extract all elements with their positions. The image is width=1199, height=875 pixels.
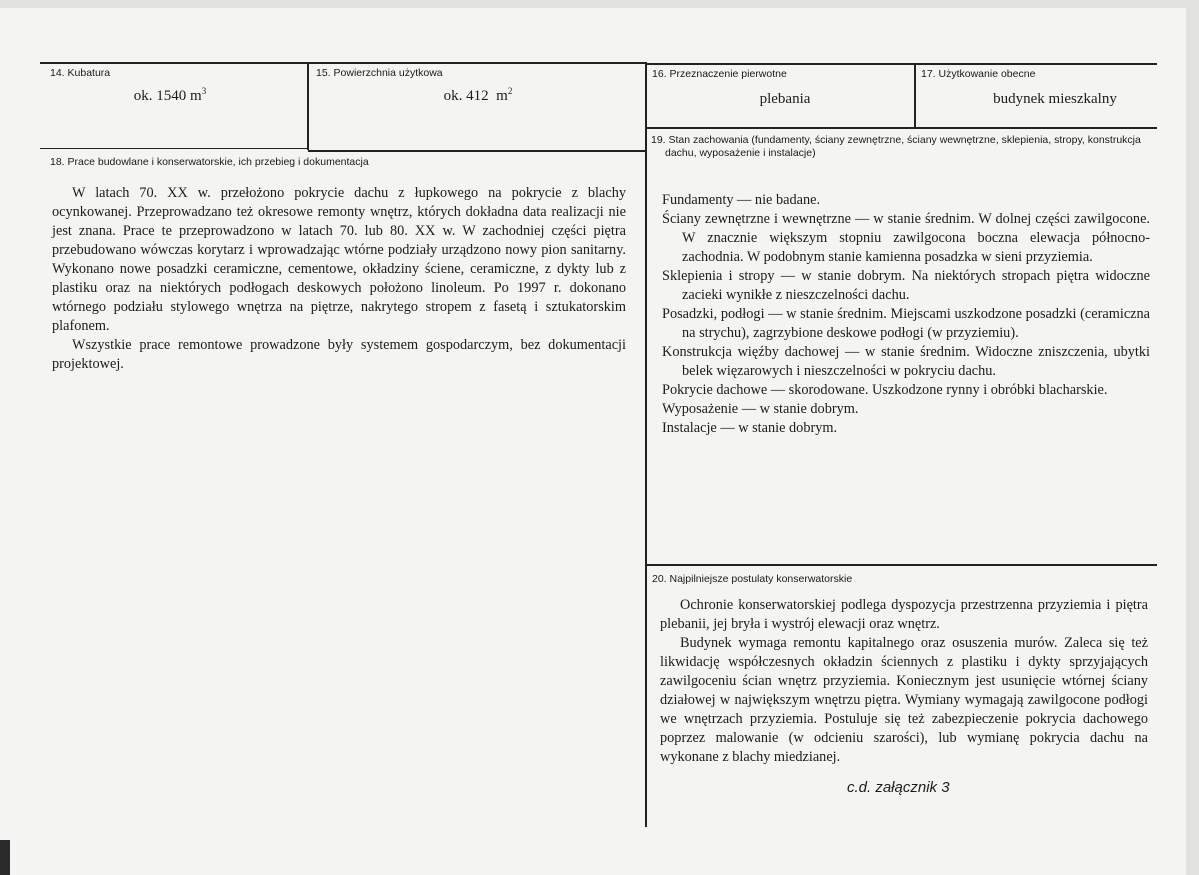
scan-edge-right <box>1186 0 1199 875</box>
divider-14-15 <box>307 62 309 150</box>
field-17-label: 17. Użytkowanie obecne <box>921 68 1036 80</box>
field-14-label: 14. Kubatura <box>50 67 111 79</box>
field-18-paragraph-2: Wszystkie prace remontowe prowadzone były systemem gospodarczym, bez dokumentacji projektowej. <box>52 337 626 372</box>
rule-top-right <box>647 63 1157 65</box>
field-19-text <box>662 191 1150 438</box>
field-17-value: budynek mieszkalny <box>993 91 1117 107</box>
divider-main <box>645 62 647 827</box>
rule-above-18 <box>308 150 647 152</box>
field-19-label: 19. Stan zachowania (fundamenty, ściany zewnętrzne, ściany wewnętrzne, sklepienia, stropy, konstrukcja dachu, wyposażenie i instalacje) <box>651 134 1141 159</box>
field-14-value: ok. 1540 $m^3$ <box>133 86 207 104</box>
field-15-sup: 2 <box>507 86 513 96</box>
field-15-label: 15. Powierzchnia użytkowa <box>316 67 443 79</box>
field-19-item-7: Wyposażenie — w stanie dobrym. <box>662 401 859 417</box>
field-20-paragraph-2: Budynek wymaga remontu kapitalnego oraz osuszenia murów. Zaleca się też likwidację współczesnych okładzin ściennych z plastiku i dykty sprzyjających zawilgoceniu ścian wnętrz przyziemia. Koniecznym jest usunięcie wtórnej ściany działowej w największym wnętrzu piętra. Wymiany wymagają zawilgocone podłogi we wnętrzach przyziemia. Postuluje się też zabezpieczenie pokrycia dachowego poprzez malowanie (w odcieniu szarości), lub wymianę pokrycia dachu na wykonane z blachy miedzianej. <box>660 635 1148 765</box>
field-15-value: ok. 412 $m^2$ <box>443 86 513 104</box>
field-19-item-3: Sklepienia i stropy — w stanie dobrym. Na niektórych stropach piętra widoczne zacieki wynikłe z nieszczelności dachu. <box>662 268 1150 303</box>
field-19-item-4: Posadzki, podłogi — w stanie średnim. Miejscami uszkodzone posadzki (ceramiczna na strychu), zagrzybione deskowe podłogi (w przyziemiu). <box>662 306 1150 341</box>
field-19-item-5: Konstrukcja więźby dachowej — w stanie średnim. Widoczne zniszczenia, ubytki belek więzarowych i nieszczelności w pokryciu dachu. <box>662 344 1150 379</box>
field-18-label: 18. Prace budowlane i konserwatorskie, ich przebieg i dokumentacja <box>50 156 369 168</box>
scan-shadow-left <box>0 840 10 875</box>
field-18-paragraph-1: W latach 70. XX w. przełożono pokrycie dachu z łupkowego na pokrycie z blachy ocynkowanej. Przeprowadzano też okresowe remonty wnętrz, których dokładna data realizacji nie jest znana. Prace te przeprowadzono w latach 70. lub 80. XX w. W zachodniej części piętra przebudowano wówczas korytarz i wprowadzając wtórne podziały urządzono nowy pion sanitarny. Wykonano nowe posadzki ceramiczne, cementowe, okładziny ściene, ceramiczne, z dykty lub z plastiku oraz na niektórych podłogach deskowych położono linoleum. Po 1997 r. dokonano wtórnego podziału stylowego wnętrza na piętrze, nakrytego stropem z fasetą i sztukatorskim plafonem. <box>52 185 626 334</box>
field-19-item-8: Instalacje — w stanie dobrym. <box>662 420 838 436</box>
footer-note: c.d. załącznik 3 <box>847 779 950 796</box>
rule-top-left <box>40 62 647 64</box>
field-19-item-2: Ściany zewnętrzne i wewnętrzne — w stanie średnim. W dolnej części zawilgocone. W znacznie większym stopniu zawilgocona boczna elewacja północno-zachodnia. W podobnym stanie kamienna posadzka w sieni przyziemia. <box>662 211 1150 265</box>
rule-above-20 <box>647 564 1157 566</box>
field-14-sup: 3 <box>201 86 207 96</box>
field-19-item-1: Fundamenty — nie badane. <box>662 192 821 208</box>
field-18-text <box>52 184 626 374</box>
field-20-text <box>660 596 1148 767</box>
field-19-item-6: Pokrycie dachowe — skorodowane. Uszkodzone rynny i obróbki blacharskie. <box>662 382 1108 398</box>
rule-under-16-17 <box>647 127 1157 129</box>
rule-above-18-left <box>40 148 308 149</box>
divider-16-17 <box>914 63 916 127</box>
field-20-label: 20. Najpilniejsze postulaty konserwatorskie <box>652 573 853 585</box>
field-20-paragraph-1: Ochronie konserwatorskiej podlega dyspozycja przestrzenna przyziemia i piętra plebanii, jej bryła i wystrój elewacji oraz wnętrz. <box>660 597 1148 632</box>
scan-edge-top <box>0 0 1199 8</box>
field-16-value: plebania <box>759 91 811 107</box>
field-16-label: 16. Przeznaczenie pierwotne <box>652 68 787 80</box>
